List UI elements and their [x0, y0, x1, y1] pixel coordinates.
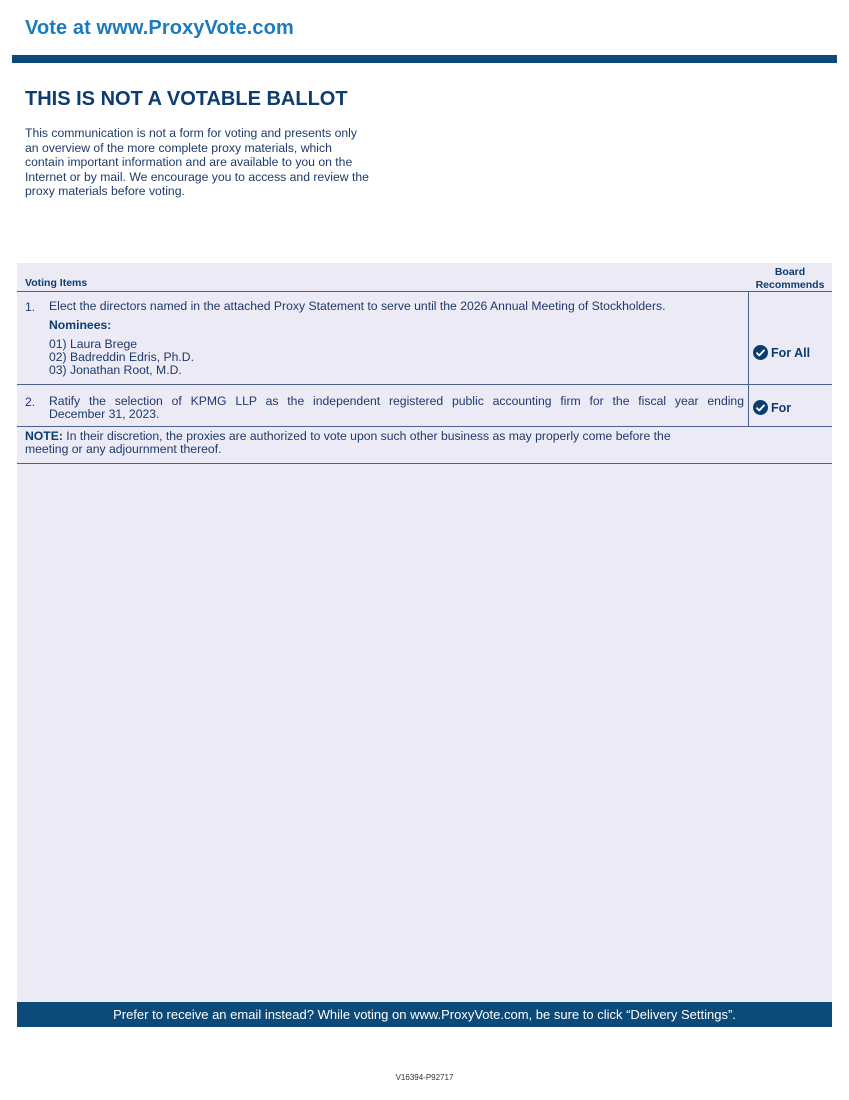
recommendation-item-1 [753, 345, 810, 360]
item-2-line: Ratify the selection of KPMG LLP as the independent registered public accounting firm for the fiscal year ending [49, 394, 744, 408]
recommendation-label: For [771, 400, 792, 415]
note-text [25, 430, 750, 455]
item-2-line: December 31, 2023. [49, 406, 160, 421]
board-recommends-header [748, 266, 832, 291]
intro-line: an overview of the more complete proxy materials, which [25, 140, 332, 155]
note-line-1: In their discretion, the proxies are authorized to vote upon such other business as may properly come before the [62, 429, 671, 443]
header-rule [12, 55, 837, 63]
table-divider [17, 426, 832, 427]
intro-paragraph [25, 126, 410, 199]
board-header-line: Recommends [755, 278, 825, 291]
note-line-2: meeting or any adjournment thereof. [25, 441, 222, 456]
intro-line: Internet or by mail. We encourage you to access and review the [25, 169, 369, 184]
check-circle-icon [753, 400, 768, 415]
check-circle-icon [753, 345, 768, 360]
recommendation-label: For All [771, 345, 811, 360]
intro-line: This communication is not a form for voting and presents only [25, 126, 357, 140]
nominee-item: 03) Jonathan Root, M.D. [49, 363, 182, 377]
recommendation-item-2 [753, 400, 791, 415]
item-1-text: Elect the directors named in the attached Proxy Statement to serve until the 2026 Annual Meeting of Stockholders. [49, 299, 666, 313]
item-number: 2. [25, 395, 36, 409]
voting-items-header: Voting Items [25, 277, 88, 289]
delivery-settings-banner: Prefer to receive an email instead? While voting on www.ProxyVote.com, be sure to click “Delivery Settings”. [17, 1002, 832, 1027]
page-title: THIS IS NOT A VOTABLE BALLOT [25, 88, 348, 110]
item-number: 1. [25, 300, 36, 314]
table-divider [17, 463, 832, 464]
nominee-item: 01) Laura Brege [49, 337, 138, 351]
proxyvote-link[interactable]: Vote at www.ProxyVote.com [25, 17, 294, 39]
board-header-line: Board [774, 266, 806, 278]
note-line [25, 430, 750, 443]
table-divider [17, 291, 832, 292]
document-id: V16394-P92717 [395, 1073, 454, 1082]
item-2-text [49, 395, 744, 420]
nominees-label: Nominees: [49, 318, 112, 332]
table-divider [17, 384, 832, 385]
nominee-item: 02) Badreddin Edris, Ph.D. [49, 350, 194, 364]
intro-line: proxy materials before voting. [25, 184, 185, 198]
column-divider [748, 291, 749, 385]
voting-items-panel [17, 263, 832, 1026]
column-divider [748, 385, 749, 426]
note-label: NOTE: [25, 429, 63, 443]
intro-line: contain important information and are available to you on the [25, 155, 353, 169]
